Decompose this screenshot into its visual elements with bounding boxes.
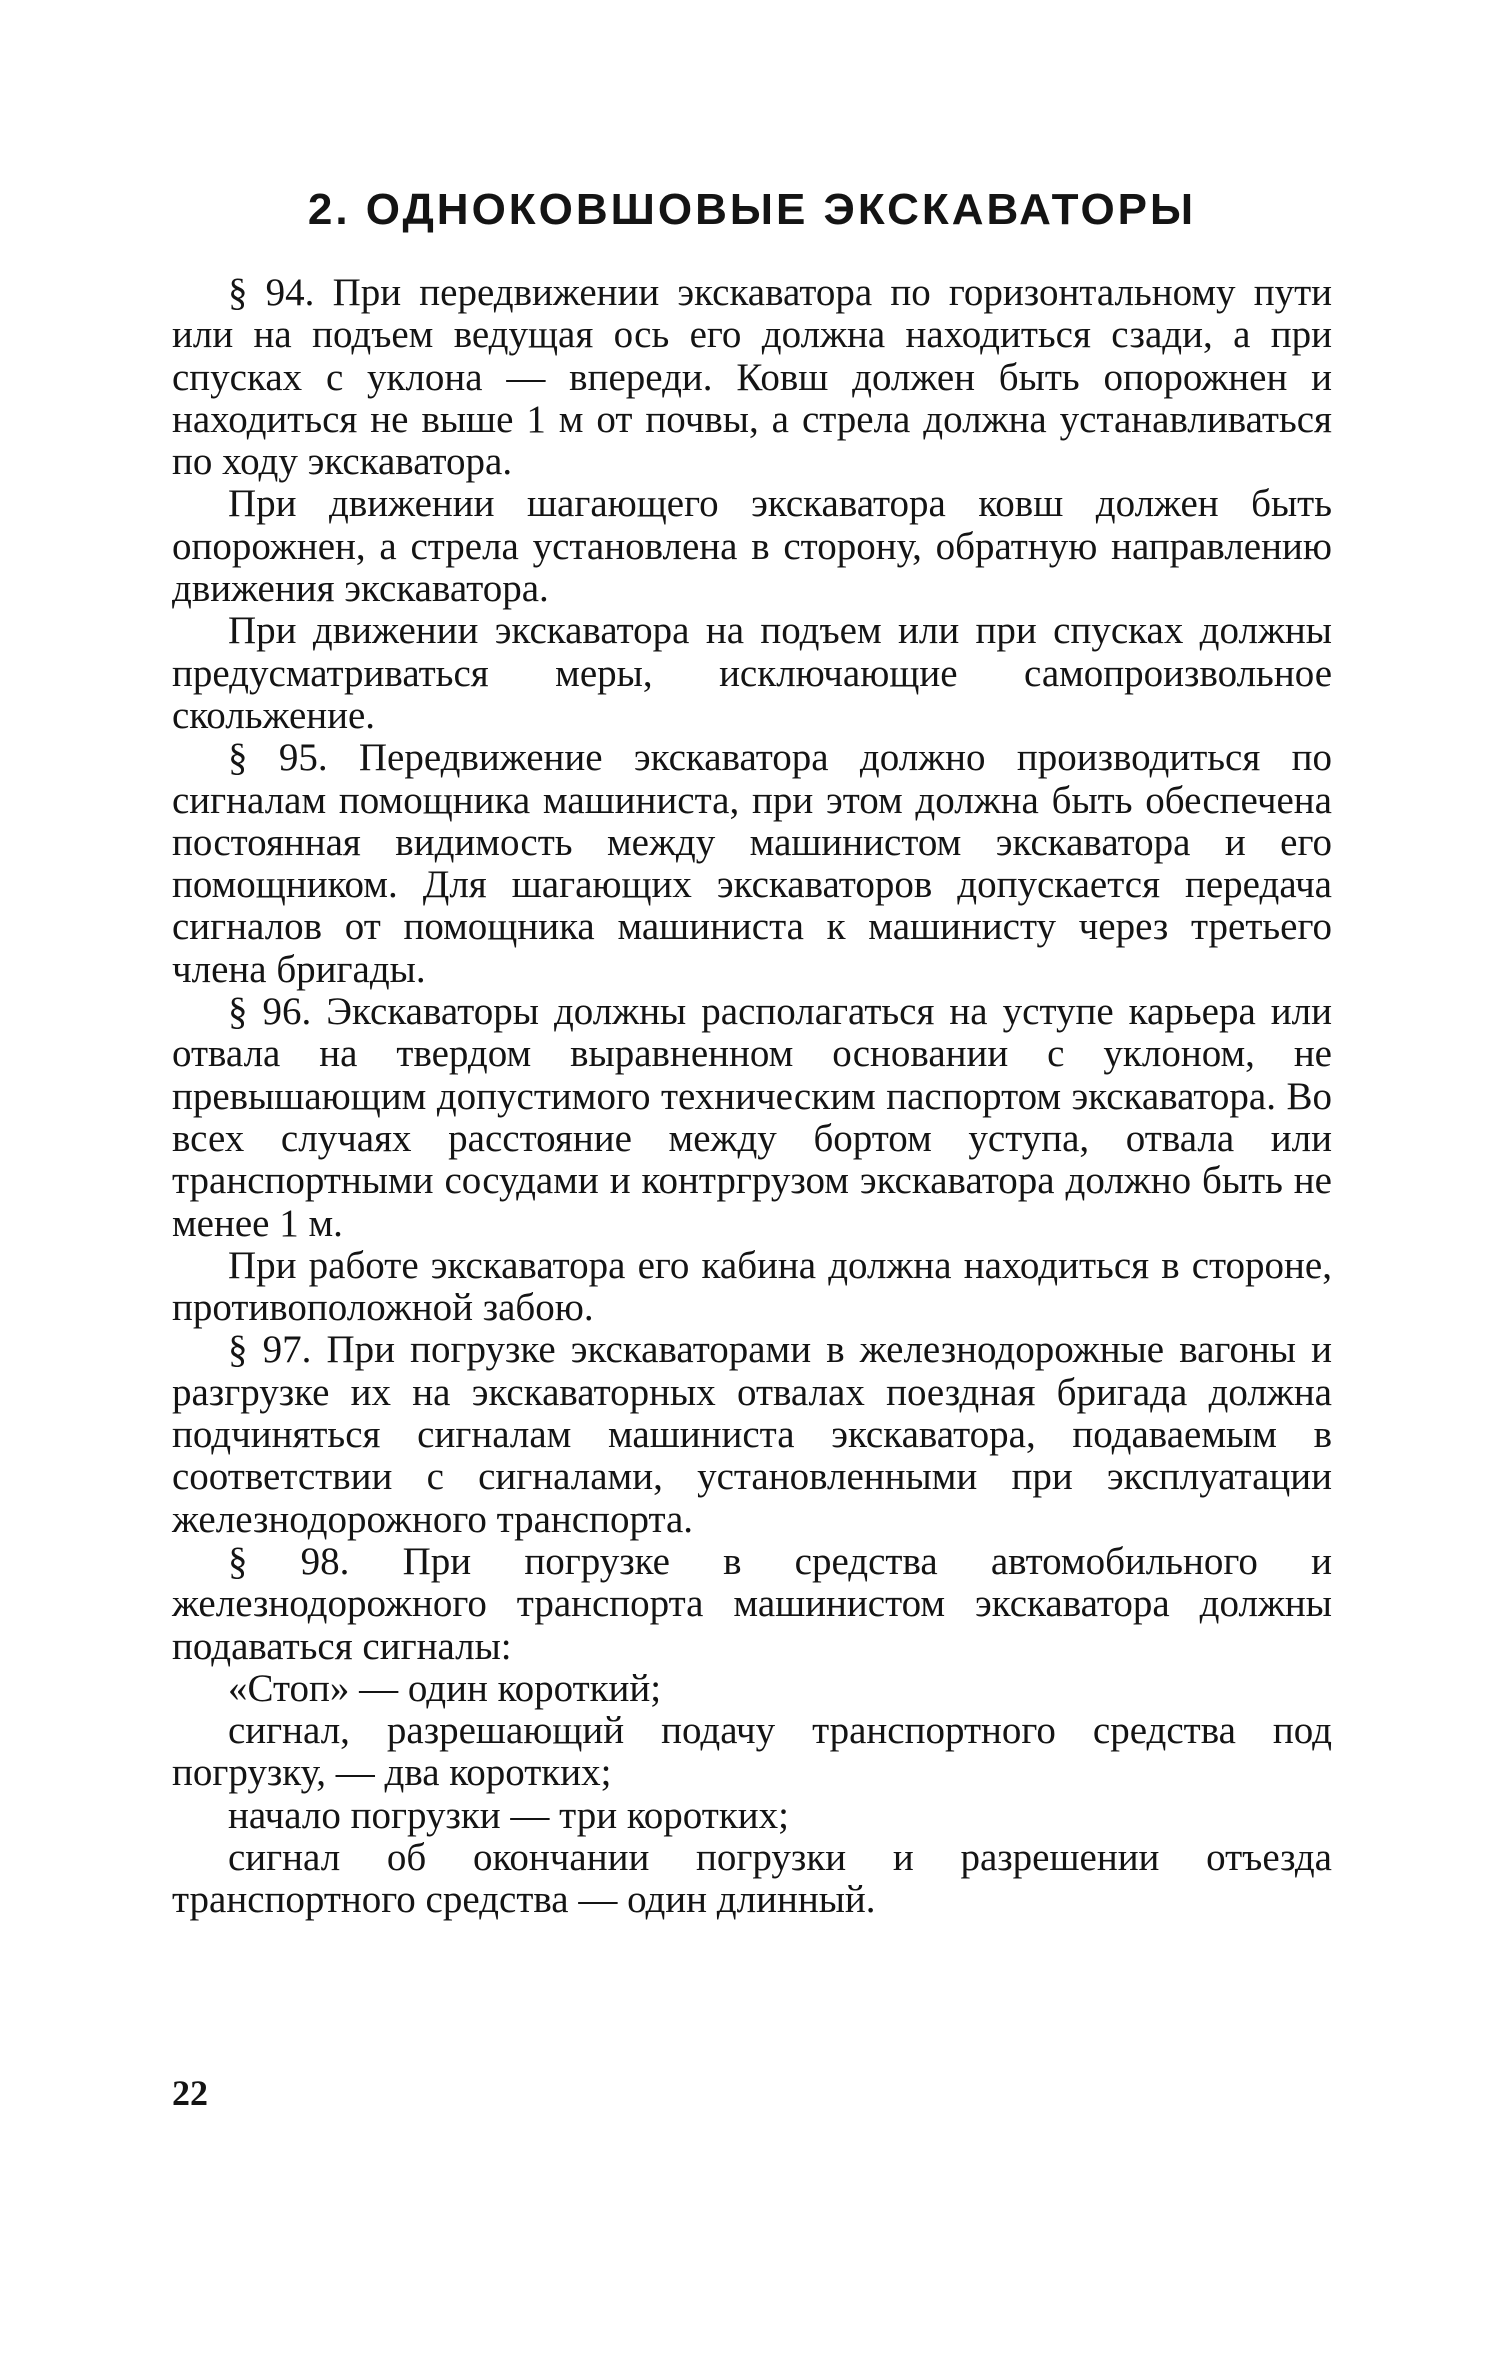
signal-loading-permission: сигнал, разрешающий подачу транспортного средства под погрузку, — два коротких; xyxy=(172,1709,1332,1795)
paragraph-walking-excavator: При движении шагающего экскаватора ковш должен быть опорожнен, а стрела установлена в сторону, обратную направлению движения экскаватора. xyxy=(172,482,1332,611)
paragraph-95: § 95. Передвижение экскаватора должно производиться по сигналам помощника машиниста, при этом должна быть обеспечена постоянная видимость между машинистом экскаватора и его помощником. Для шагающих экскаваторов допускается передача сигналов от помощника машиниста к машинисту через третьего члена бригады. xyxy=(172,736,1332,991)
paragraph-94: § 94. При передвижении экскаватора по горизонтальному пути или на подъем ведущая ось его должна находиться сзади, а при спусках с уклона — впереди. Ковш должен быть опорожнен и находиться не выше 1 м от почвы, а стрела должна устанавливаться по ходу экскаватора. xyxy=(172,271,1332,484)
paragraph-96: § 96. Экскаваторы должны располагаться на уступе карьера или отвала на твердом выравненном основании с уклоном, не превышающим допустимого техническим паспортом экскаватора. Во всех случаях расстояние между бортом уступа, отвала или транспортными сосудами и контргрузом экскаватора должно быть не менее 1 м. xyxy=(172,990,1332,1245)
signal-loading-end: сигнал об окончании погрузки и разрешении отъезда транспортного средства — один длинный. xyxy=(172,1835,1332,1922)
signal-stop: «Стоп» — один короткий; xyxy=(228,1666,662,1710)
section-title: 2. ОДНОКОВШОВЫЕ ЭКСКАВАТОРЫ xyxy=(307,185,1197,234)
paragraph-98: § 98. При погрузке в средства автомобильного и железнодорожного транспорта машинистом экскаватора должны подаваться сигналы: xyxy=(172,1539,1332,1668)
page-number: 22 xyxy=(172,2073,208,2113)
signal-loading-start: начало погрузки — три коротких; xyxy=(228,1793,789,1837)
body-text xyxy=(172,272,1332,1922)
paragraph-slope-movement: При движении экскаватора на подъем или при спусках должны предусматриваться меры, исключающие самопроизвольное скольжение. xyxy=(172,609,1332,737)
paragraph-cabin-position: При работе экскаватора его кабина должна находиться в стороне, противоположной забою. xyxy=(172,1243,1332,1330)
paragraph-97: § 97. При погрузке экскаваторами в железнодорожные вагоны и разгрузке их на экскаваторных отвалах поездная бригада должна подчиняться сигналам машиниста экскаватора, подаваемым в соответствии с сигналами, установленными при эксплуатации железнодорожного транспорта. xyxy=(172,1328,1332,1541)
